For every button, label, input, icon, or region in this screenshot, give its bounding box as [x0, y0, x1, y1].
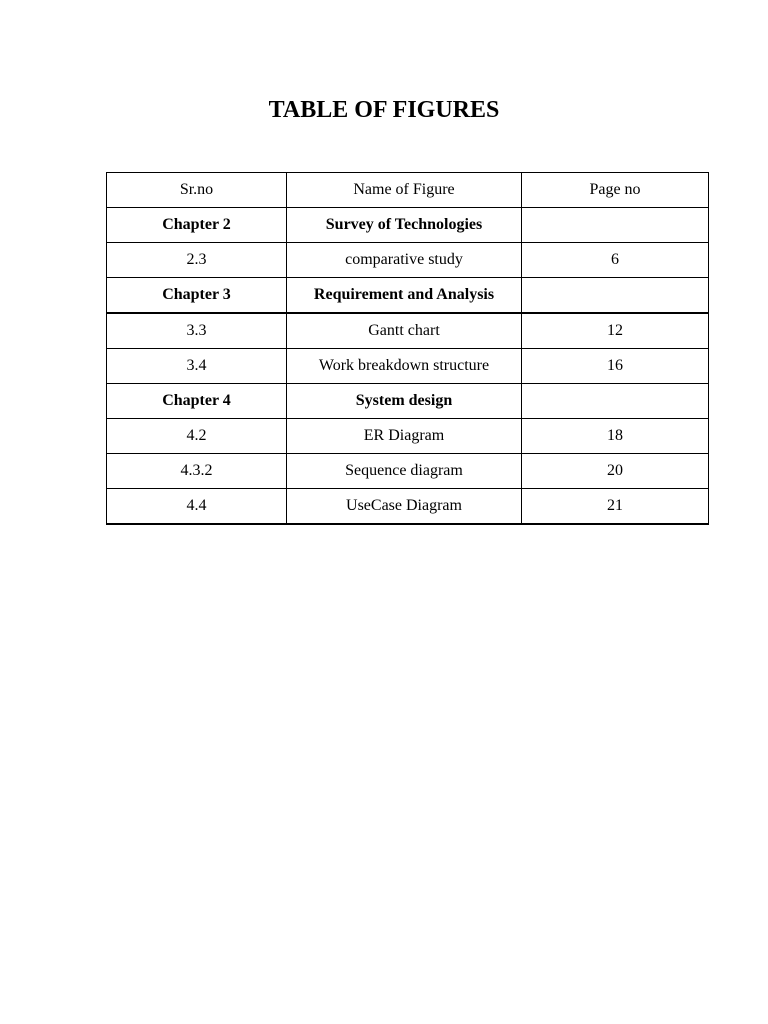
table-row: [107, 313, 709, 349]
srno-cell: 4.3.2: [107, 454, 287, 489]
table-row: [107, 419, 709, 454]
srno-cell: 2.3: [107, 243, 287, 278]
table-row: [107, 489, 709, 525]
chapter-row: [107, 384, 709, 419]
figure-name-cell: ER Diagram: [287, 419, 522, 454]
figure-name-cell: Survey of Technologies: [287, 208, 522, 243]
figure-name-cell: System design: [287, 384, 522, 419]
page-cell: [522, 384, 709, 419]
page-cell: 18: [522, 419, 709, 454]
srno-cell: 4.4: [107, 489, 287, 525]
page-cell: 6: [522, 243, 709, 278]
figure-name-cell: Sequence diagram: [287, 454, 522, 489]
figure-name-cell: Requirement and Analysis: [287, 278, 522, 314]
chapter-row: [107, 278, 709, 314]
table-row: [107, 454, 709, 489]
page-cell: [522, 278, 709, 314]
header-srno: Sr.no: [107, 173, 287, 208]
page-cell: 16: [522, 349, 709, 384]
table-row: [107, 349, 709, 384]
figure-name-cell: comparative study: [287, 243, 522, 278]
srno-cell: 4.2: [107, 419, 287, 454]
table-header-row: [107, 173, 709, 208]
srno-cell: 3.3: [107, 313, 287, 349]
header-page-no: Page no: [522, 173, 709, 208]
figure-name-cell: Work breakdown structure: [287, 349, 522, 384]
header-name-of-figure: Name of Figure: [287, 173, 522, 208]
table-row: [107, 243, 709, 278]
srno-cell: Chapter 3: [107, 278, 287, 314]
srno-cell: 3.4: [107, 349, 287, 384]
figure-name-cell: UseCase Diagram: [287, 489, 522, 525]
figure-name-cell: Gantt chart: [287, 313, 522, 349]
page-cell: 20: [522, 454, 709, 489]
page-cell: [522, 208, 709, 243]
page-title: TABLE OF FIGURES: [268, 97, 500, 123]
srno-cell: Chapter 4: [107, 384, 287, 419]
srno-cell: Chapter 2: [107, 208, 287, 243]
page-cell: 12: [522, 313, 709, 349]
page-cell: 21: [522, 489, 709, 525]
chapter-row: [107, 208, 709, 243]
figures-table: [106, 172, 709, 525]
